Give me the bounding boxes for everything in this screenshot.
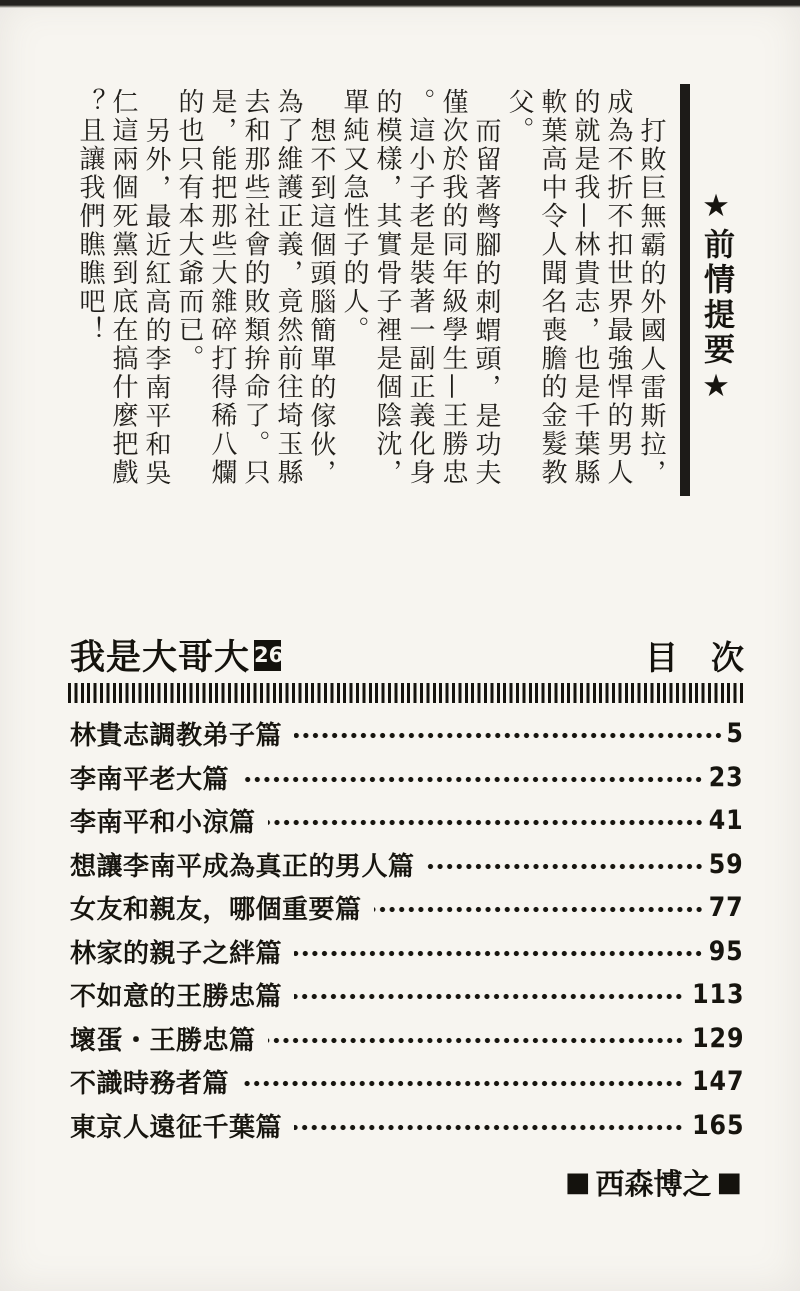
toc-entry-row	[70, 1104, 744, 1148]
toc-entry-title: 不識時務者篇	[70, 1069, 230, 1100]
volume-number-badge: 26	[254, 640, 281, 671]
dotted-leader	[427, 862, 704, 871]
toc-entry-title: 不如意的王勝忠篇	[70, 982, 283, 1013]
toc-heading: 目 次	[645, 637, 744, 677]
synopsis-column: 。這小子老是裝著一副正義化身	[405, 88, 435, 487]
author-name: 西森博之	[595, 1167, 712, 1201]
scan-edge-top	[0, 0, 800, 8]
toc-entry-title: 女友和親友，哪個重要篇	[70, 895, 362, 926]
toc-entry-title: 李南平和小涼篇	[70, 808, 256, 839]
toc-entry-page-number: 59	[709, 848, 744, 880]
toc-entry-title: 東京人遠征千葉篇	[70, 1112, 283, 1143]
synopsis-column: 單純又急性子的人。	[339, 88, 369, 345]
dotted-leader	[374, 905, 704, 914]
toc-entry-row	[70, 756, 744, 800]
synopsis-column: 去和那些社會的敗類拚命了。只	[240, 88, 270, 487]
synopsis-column: 仁這兩個死黨到底在搞什麼把戲	[108, 88, 138, 487]
series-title-group	[70, 630, 284, 680]
synopsis-heading: ★前情提要★	[698, 188, 734, 408]
toc-entry-page-number: 95	[709, 935, 744, 967]
toc-entry-row	[70, 1017, 744, 1061]
toc-entry-page-number: 77	[709, 892, 744, 924]
dotted-leader	[241, 775, 703, 784]
synopsis-column: 軟葉高中令人聞名喪膽的金髮教	[537, 88, 567, 487]
series-title: 我是大哥大	[70, 638, 251, 678]
toc-entry-page-number: 41	[709, 805, 744, 837]
toc-entry-page-number: 129	[691, 1022, 744, 1054]
synopsis-column: 的就是我—林貴志，也是千葉縣	[570, 88, 600, 487]
dotted-leader	[294, 949, 703, 958]
synopsis-column: 另外，最近紅高的李南平和吳	[141, 117, 171, 488]
synopsis-column: 想不到這個頭腦簡單的傢伙，	[306, 117, 336, 488]
synopsis-column: 僅次於我的同年級學生—王勝忠	[438, 88, 468, 487]
toc-entry-row	[70, 712, 744, 756]
toc-entry-page-number: 23	[709, 761, 744, 793]
toc-entry-row	[70, 843, 744, 887]
synopsis-column: 父。	[504, 88, 534, 145]
synopsis-vertical-text	[73, 88, 667, 488]
synopsis-column: 打敗巨無霸的外國人雷斯拉，	[636, 117, 666, 488]
toc-entry-page-number: 147	[691, 1066, 744, 1098]
author-marker-left-icon: ■	[564, 1167, 591, 1198]
dotted-leader	[268, 1036, 684, 1045]
toc-entry-title: 想讓李南平成為真正的男人篇	[70, 851, 415, 882]
striped-divider	[68, 683, 746, 703]
synopsis-column: 的也只有本大爺而已。	[174, 88, 204, 373]
synopsis-column: 是，能把那些大雜碎打得稀八爛	[207, 88, 237, 487]
toc-entry-title: 林貴志調教弟子篇	[70, 721, 283, 752]
toc-list	[70, 712, 744, 1147]
toc-entry-row	[70, 1060, 744, 1104]
synopsis-column: 的模樣，其實骨子裡是個陰沈，	[372, 88, 402, 487]
toc-entry-row	[70, 886, 744, 930]
author-credit	[565, 1162, 742, 1203]
vertical-rule-divider	[680, 84, 690, 496]
dotted-leader	[268, 818, 704, 827]
toc-entry-page-number: 113	[691, 979, 744, 1011]
toc-header	[70, 630, 744, 680]
dotted-leader	[241, 1079, 684, 1088]
toc-entry-title: 李南平老大篇	[70, 764, 230, 795]
synopsis-column: ？且讓我們瞧瞧吧！	[75, 88, 105, 345]
toc-entry-page-number: 165	[691, 1109, 744, 1141]
toc-entry-row	[70, 930, 744, 974]
toc-entry-page-number: 5	[726, 718, 744, 750]
toc-entry-row	[70, 799, 744, 843]
toc-entry-title: 壞蛋・王勝忠篇	[70, 1025, 256, 1056]
toc-entry-row	[70, 973, 744, 1017]
synopsis-column: 而留著彆腳的刺蝟頭，是功夫	[471, 117, 501, 488]
dotted-leader	[294, 992, 684, 1001]
dotted-leader	[294, 731, 723, 740]
dotted-leader	[294, 1123, 684, 1132]
synopsis-column: 成為不折不扣世界最強悍的男人	[603, 88, 633, 487]
synopsis-column: 為了維護正義，竟然前往埼玉縣	[273, 88, 303, 487]
toc-entry-title: 林家的親子之絆篇	[70, 938, 283, 969]
author-marker-right-icon: ■	[716, 1167, 742, 1198]
